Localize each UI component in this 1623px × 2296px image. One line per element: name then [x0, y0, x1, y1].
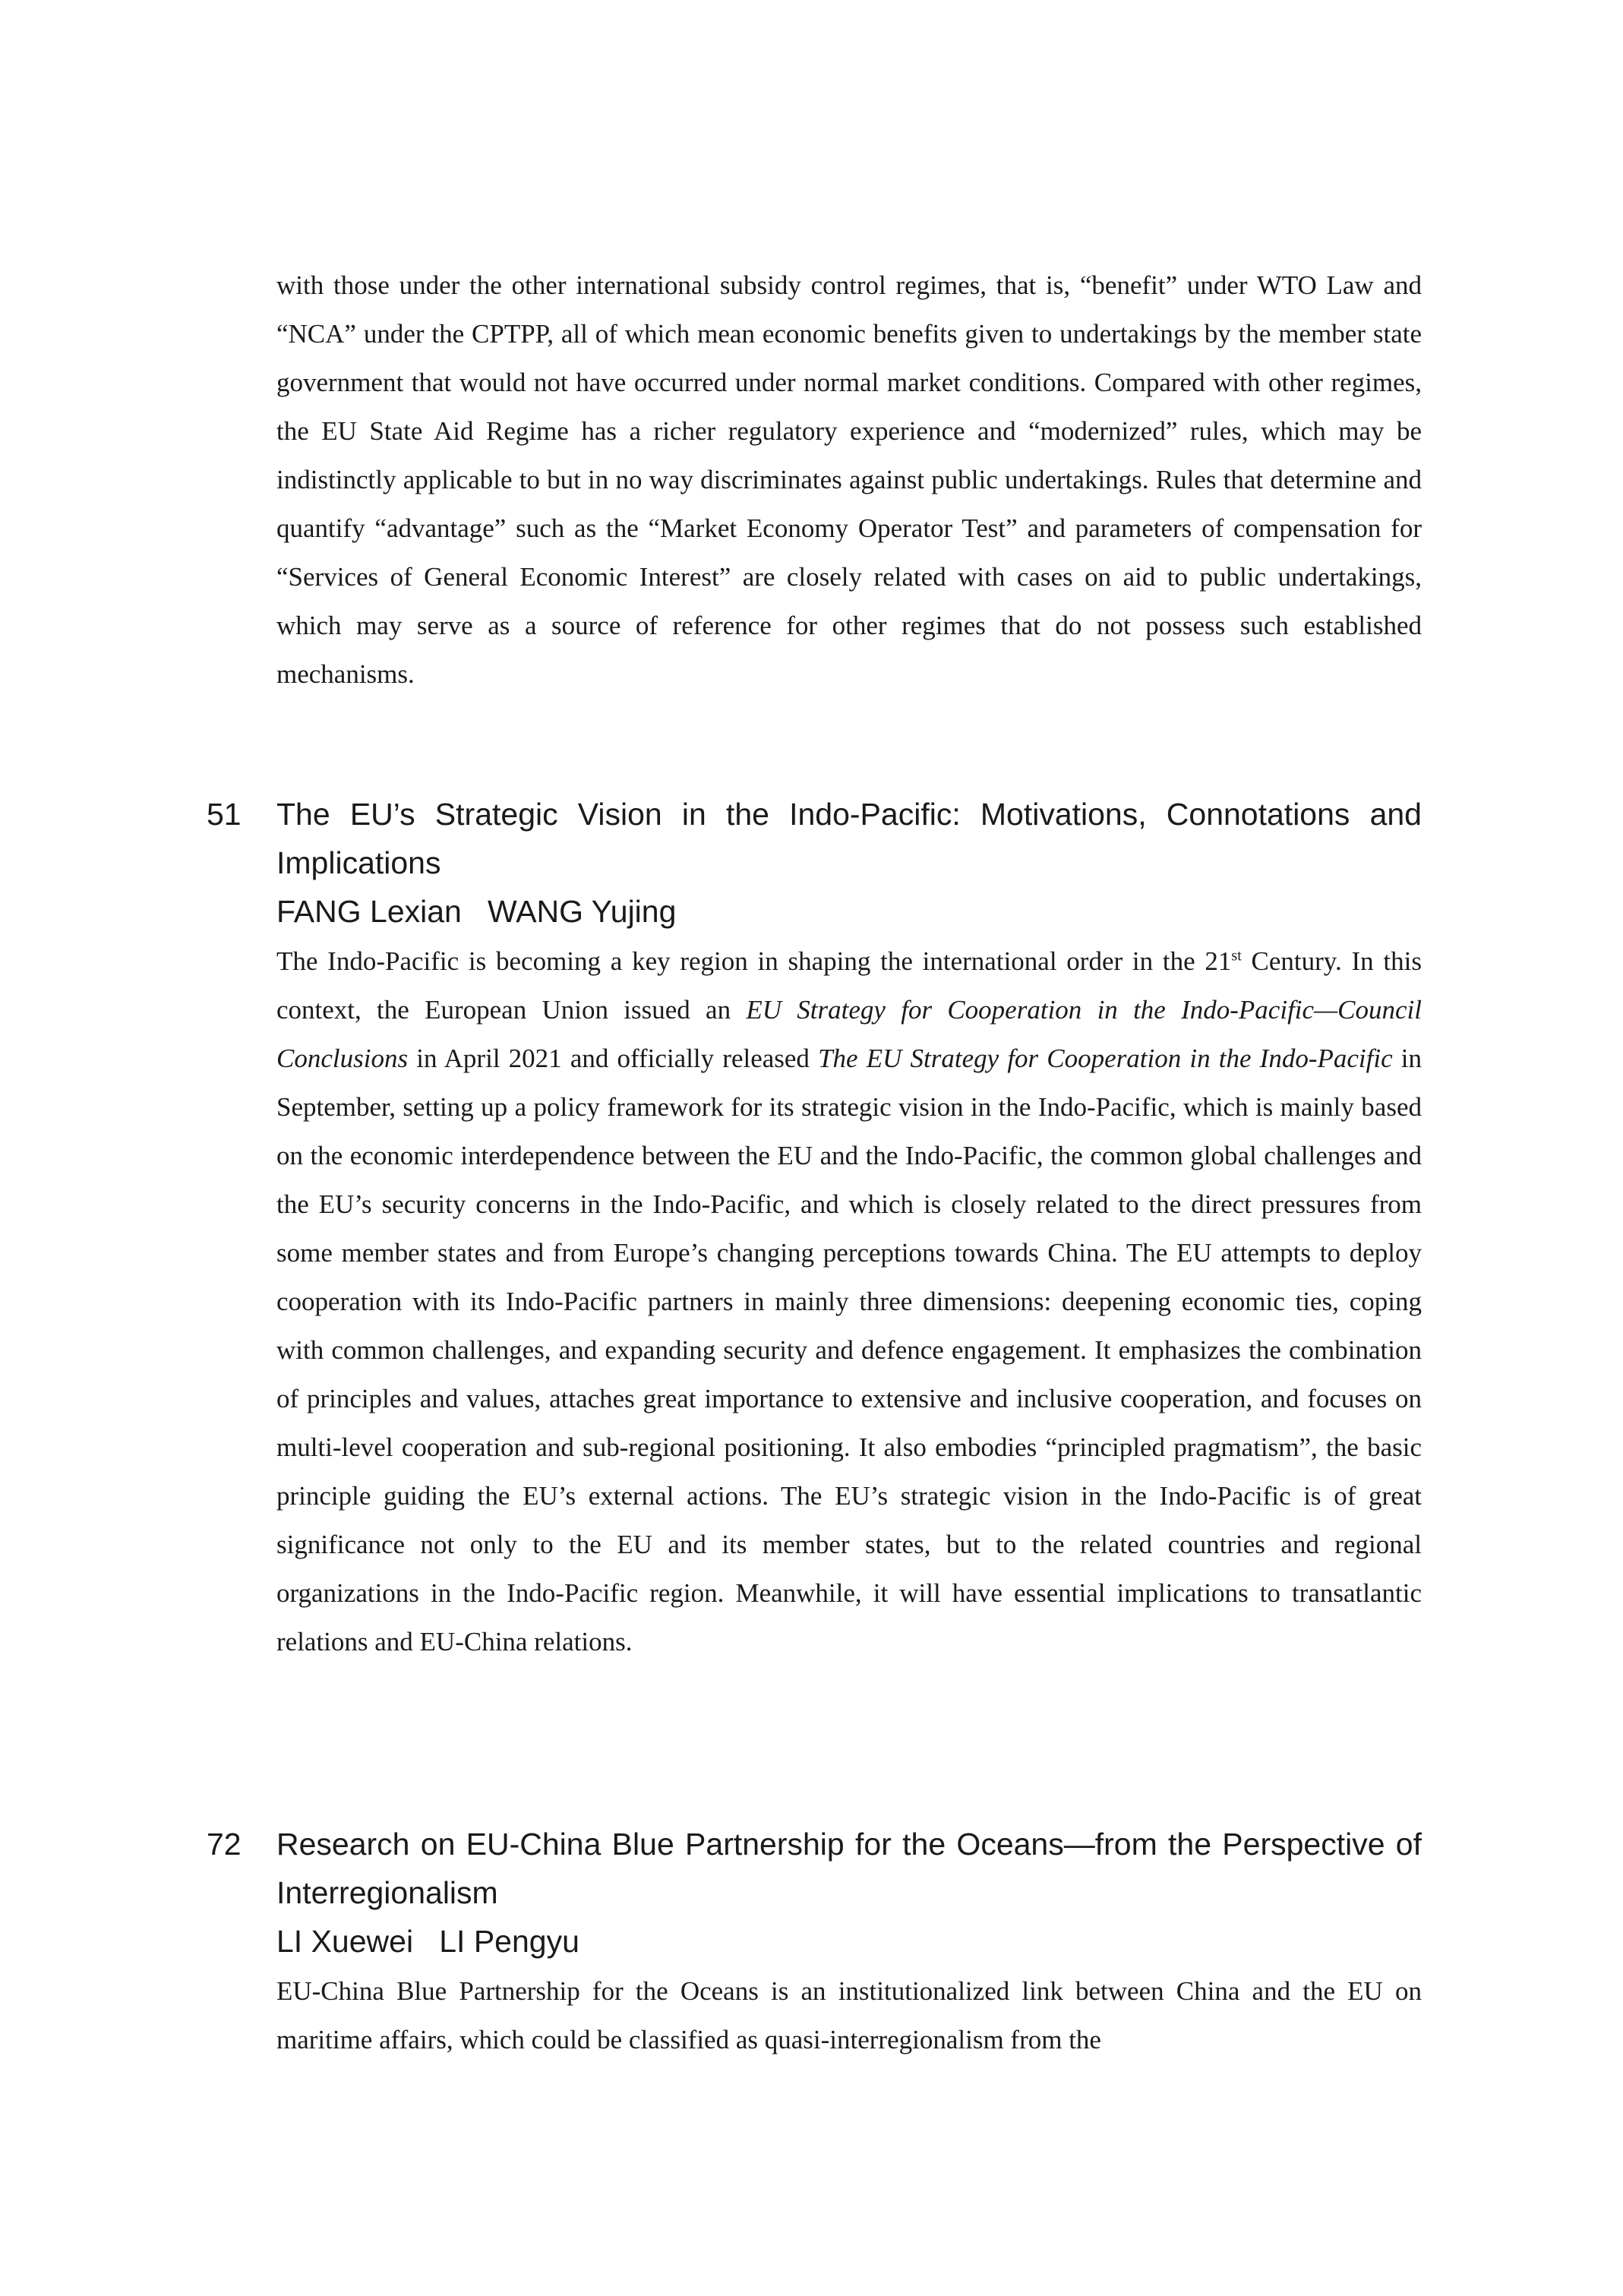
- article-authors: LI Xuewei LI Pengyu: [276, 1924, 579, 1959]
- article-page-number: 72: [207, 1827, 242, 1862]
- abstract-text: The Indo-Pacific is becoming a key region in shaping the international order in the 21: [276, 946, 1232, 976]
- article-abstract: EU-China Blue Partnership for the Oceans is an institutionalized link between China and the EU on maritime affairs, which could be classified as quasi-interregionalism from the: [276, 1976, 1422, 2054]
- abstract-text: in April 2021 and officially released: [408, 1044, 819, 1073]
- article-title: The EU’s Strategic Vision in the Indo-Pacific: Motivations, Connotations and Implications: [276, 797, 1422, 880]
- abstract-text: Century. In this context, the European Union issued an: [276, 946, 1422, 1025]
- abstract-text: in September, setting up a policy framework for its strategic vision in the Indo-Pacific, which is mainly based on the economic interdependence between the EU and the Indo-Pacific, the common global challenges and the EU’s security concerns in the Indo-Pacific, and which is closely related to the direct pressures from some member states and from Europe’s changing perceptions towards China. The EU attempts to deploy cooperation with its Indo-Pacific partners in mainly three dimensions: deepening economic ties, coping with common challenges, and expanding security and defence engagement. It emphasizes the combination of principles and values, attaches great importance to extensive and inclusive cooperation, and focuses on multi-level cooperation and sub-regional positioning. It also embodies “principled pragmatism”, the basic principle guiding the EU’s external actions. The EU’s strategic vision in the Indo-Pacific is of great significance not only to the EU and its member states, but to the related countries and regional organizations in the Indo-Pacific region. Meanwhile, it will have essential implications to transatlantic relations and EU-China relations.: [276, 1044, 1422, 1656]
- italic-title-reference: The EU Strategy for Cooperation in the Indo-Pacific: [818, 1044, 1393, 1073]
- ordinal-suffix: st: [1231, 947, 1242, 965]
- article-abstract: [276, 937, 1422, 1666]
- article-authors: FANG Lexian WANG Yujing: [276, 894, 677, 929]
- article-title: Research on EU-China Blue Partnership for the Oceans—from the Perspective of Interregionalism: [276, 1827, 1422, 1910]
- article-page-number: 51: [207, 797, 242, 832]
- italic-title-reference: EU Strategy for Cooperation in the Indo-Pacific—Council Conclusions: [276, 995, 1422, 1073]
- continuation-paragraph: with those under the other international subsidy control regimes, that is, “benefit” under WTO Law and “NCA” under the CPTPP, all of which mean economic benefits given to undertakings by the member state government that would not have occurred under normal market conditions. Compared with other regimes, the EU State Aid Regime has a richer regulatory experience and “modernized” rules, which may be indistinctly applicable to but in no way discriminates against public undertakings. Rules that determine and quantify “advantage” such as the “Market Economy Operator Test” and parameters of compensation for “Services of General Economic Interest” are closely related with cases on aid to public undertakings, which may serve as a source of reference for other regimes that do not possess such established mechanisms.: [276, 270, 1422, 689]
